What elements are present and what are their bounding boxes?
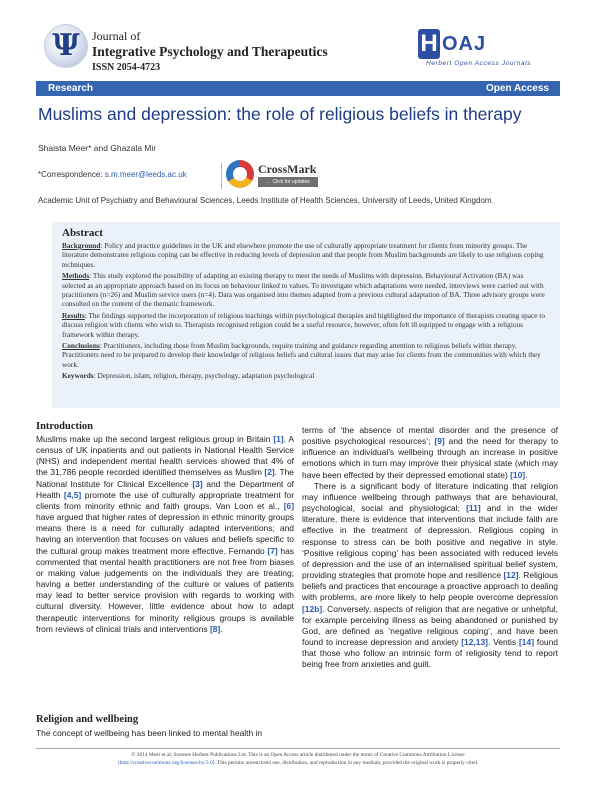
ref-link[interactable]: [14] xyxy=(519,636,535,647)
wellbeing-heading: Religion and wellbeing xyxy=(36,714,139,725)
publisher-logo-icon: H xyxy=(418,29,440,59)
abstract-background: Background: Policy and practice guidelines in the UK and elsewhere promote the use of culturally appropriate treatment for clients from minority groups. The literature demonstrates religious coping can be effective in reducing levels of depression and that people from Muslim backgrounds are likely to use religious coping techniques. xyxy=(62,241,544,269)
ref-link[interactable]: [10] xyxy=(510,469,526,480)
section-bar xyxy=(36,81,560,96)
correspondence xyxy=(38,170,187,179)
footer-divider xyxy=(36,748,560,749)
ref-link[interactable]: [7] xyxy=(267,545,278,556)
correspondence-email-link[interactable]: s.m.meer@leeds.ac.uk xyxy=(104,170,187,179)
ref-link[interactable]: [9] xyxy=(434,436,445,447)
abstract-keywords: Keywords: Depression, islam, religion, therapy, psychology, adaptation psychological xyxy=(62,371,315,381)
correspondence-label: *Correspondence: xyxy=(38,170,105,179)
license-line2: (http://creativecommons.org/licenses/by/3.0). This permits unrestricted use, distribution, and reproduction in any medium, provided the original work is properly cited. xyxy=(117,760,479,766)
ref-link[interactable]: [12,13] xyxy=(461,636,488,647)
ref-link[interactable]: [11] xyxy=(466,503,481,514)
journal-name-line2: Integrative Psychology and Therapeutics xyxy=(92,44,328,59)
crossmark-updates-button[interactable]: ← Click for updates xyxy=(258,177,318,187)
issn: ISSN 2054-4723 xyxy=(92,62,161,73)
article-title: Muslims and depression: the role of religious beliefs in therapy xyxy=(38,104,522,124)
ref-link[interactable]: [8] xyxy=(209,623,221,634)
ref-link[interactable]: [12] xyxy=(503,570,519,581)
divider xyxy=(221,163,222,189)
abstract-heading: Abstract xyxy=(62,227,103,239)
religion-paragraph: There is a significant body of literature indicating that religion may influence wellbeing through pathways that are behavioural, psychological, social and physiological; [11] and in the wider literature, there is evidence that interventions that include faith are effective in the treatment of depression. Religious coping in response to stress can be both positive and negative in style. ‘Positive religious coping’ has been associated with reduced levels of depression and the use of an internalised spiritual belief system, providing strategies that promote hope and resilience [12]. Religious beliefs and practices that encourage a proactive approach to dealing with problems, are more likely to help people overcome depression [12b]. Conversely, aspects of religion that are negative or unhelpful, for example perceiving illness as being abandoned or punished by God, are defined as ‘negative religious coping’, and have been found to increase depression and anxiety [12,13]. Ventis [14] found that those who follow an intrinsic form of religiosity tend to report being free from anxieties and guilt. xyxy=(302,480,558,670)
license-link[interactable]: (http://creativecommons.org/licenses/by/3.0) xyxy=(117,760,215,766)
introduction-heading: Introduction xyxy=(36,421,93,432)
abstract-results: Results: The findings supported the incorporation of religious teachings within psychological therapies and highlighted the importance of therapists creating space to discuss religion with clients who wish to. Therapists recognised religion could be a useful resource, however, often felt ill equipped to engage with a religious framework within therapy. xyxy=(62,310,545,339)
wellbeing-paragraph: The concept of wellbeing has been linked to mental health in xyxy=(36,728,263,738)
ref-link[interactable]: [6] xyxy=(283,500,294,511)
wellbeing-paragraph-cont: terms of ‘the absence of mental disorder and the presence of positive psychological resources’; [9] and the need for therapy to influence an individual’s wellbeing through an increase in positive emotions which in turn may improve their physical state (which may have been effected by their depressed emotional state) [10]. xyxy=(302,425,559,480)
license-line1: © 2014 Meer et al; licensee Herbert Publications Ltd. This is an Open Access article distributed under the terms of Creative Commons Attribution License xyxy=(131,752,465,758)
publisher-name: Herbert Open Access Journals xyxy=(426,60,532,67)
crossmark-title[interactable]: CrossMark xyxy=(258,162,317,176)
open-access-label: Open Access xyxy=(486,83,549,94)
abstract-text xyxy=(62,241,548,383)
ref-link[interactable]: [3] xyxy=(192,478,203,489)
ref-link[interactable]: [4,5] xyxy=(63,489,82,500)
publisher-logo-text: OAJ xyxy=(442,33,487,55)
abstract-conclusions: Conclusions: Practitioners, including those from Muslim backgrounds, require training and guidance regarding attention to religious beliefs within therapy. Practitioners need to be prepared to develop their knowledge of religious beliefs and cultural issues that may arise for clients from the communities with which they work. xyxy=(62,341,541,369)
license-footer xyxy=(52,751,544,767)
abstract-methods: Methods: This study explored the possibility of adapting an existing therapy to meet the needs of Muslims with depression. Behavioural Activation (BA) was selected as an appropriate approach based on its focus on behaviour linked to values. To investigate which adaptations were needed, interviews were carried out with practitioners (n=26) and Muslim service users (n=4). Data was organised into themes adapted from a previous cultural adaptation of BA. Three advisory groups were consulted on the content of the thematic framework. xyxy=(62,271,545,309)
ref-link[interactable]: [1] xyxy=(273,434,284,444)
affiliation: Academic Unit of Psychiatry and Behavioural Sciences, Leeds Institute of Health Sciences, University of Leeds, United Kingdom. xyxy=(38,196,494,205)
crossmark-icon[interactable] xyxy=(226,160,254,188)
psi-icon: Ψ xyxy=(52,28,80,63)
introduction-paragraph: Muslims make up the second largest religious group in Britain [1]. A census of UK inpatients and out patients in National Health Service (NHS) and independent mental health services showed that 4% of the 31,786 people recorded identified themselves as Muslim [2]. The National Institute for Clinical Excellence [3] and the Department of Health [4,5] promote the use of culturally appropriate treatment for clients from minority ethnic and faith groups. Van Loon et al., [6] have argued that higher rates of depression in ethnic minority groups means there is a need for culturally adapted interventions; and having an intervention that focuses on values and beliefs specific to the cultural group makes treatment more effective. Fernando [7] has commented that mental health practitioners are not free from biases or making value judgements on the individuals they are treating; having a better understanding of the culture or values of patients may lead to better service provision with regards to working with cultural diversity. However, little evidence about how to adapt therapeutic interventions for minority religious groups is available from reviews of clinical trials and interventions [8]. xyxy=(36,434,295,634)
journal-logo xyxy=(44,24,88,68)
ref-link[interactable]: [12b] xyxy=(302,603,323,614)
journal-name-line1: Journal of xyxy=(92,29,141,43)
right-column xyxy=(302,425,558,670)
ref-link[interactable]: [2] xyxy=(264,467,275,478)
article-type: Research xyxy=(48,83,94,94)
authors: Shaista Meer* and Ghazala Mir xyxy=(38,143,157,153)
